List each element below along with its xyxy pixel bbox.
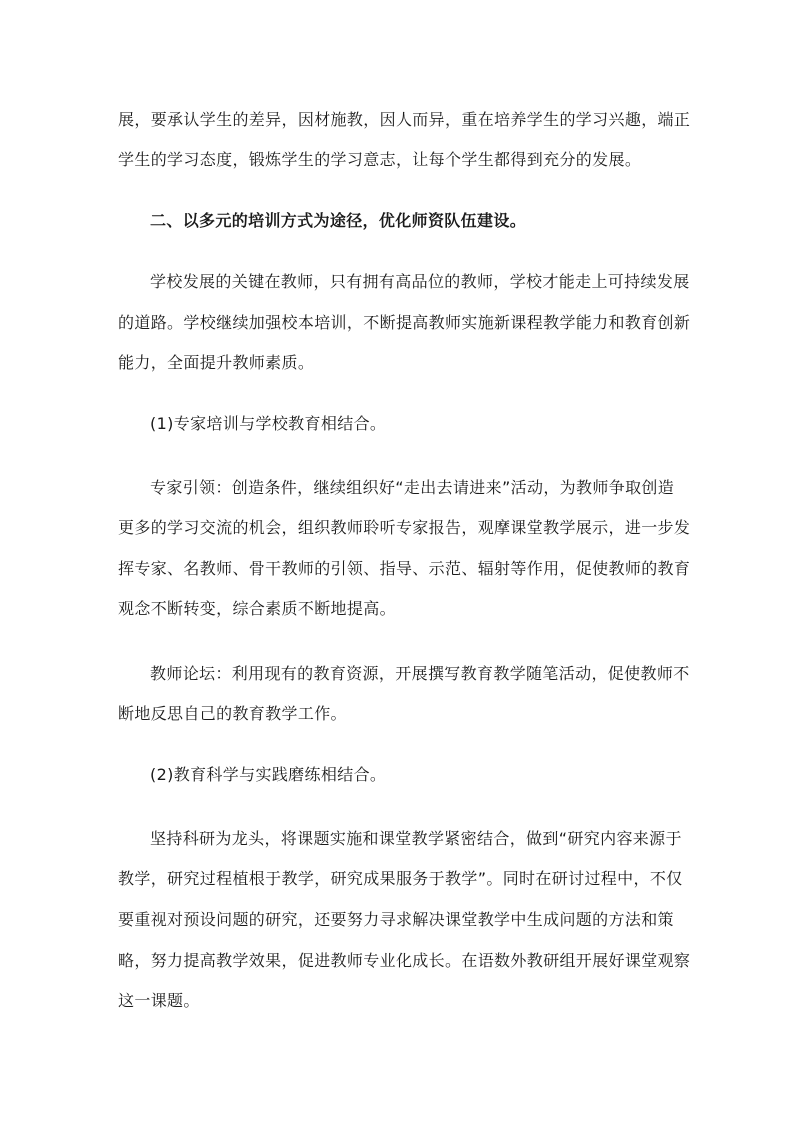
text-line: 学校发展的关键在教师，只有拥有高品位的教师，学校才能走上可持续发展	[150, 272, 690, 291]
text-line: 的道路。学校继续加强校本培训，不断提高教师实施新课程教学能力和教育创新	[118, 313, 691, 332]
text-line: 能力，全面提升教师素质。	[118, 353, 315, 372]
text-line: 专家引领：创造条件，继续组织好“走出去请进来”活动，为教师争取创造	[150, 478, 675, 497]
text-line: 观念不断转变，综合素质不断地提高。	[118, 599, 396, 618]
text-line: 要重视对预设问题的研究，还要努力寻求解决课堂教学中生成问题的方法和策	[118, 910, 674, 929]
text-line: 断地反思自己的教育教学工作。	[118, 704, 347, 723]
text-line: 坚持科研为龙头，将课题实施和课堂教学紧密结合，做到“研究内容来源于	[150, 829, 682, 848]
text-line: 更多的学习交流的机会，组织教师聆听专家报告，观摩课堂教学展示，进一步发	[118, 518, 691, 537]
text-line: 展，要承认学生的差异，因材施教，因人而异，重在培养学生的学习兴趣，端正	[118, 110, 691, 129]
text-line: 这一课题。	[118, 991, 200, 1010]
text-line: 教学，研究过程植根于教学，研究成果服务于教学”。同时在研讨过程中，不仅	[118, 869, 683, 888]
subheading: (1)专家培训与学校教育相结合。	[150, 414, 387, 433]
section-heading: 二、以多元的培训方式为途径，优化师资队伍建设。	[150, 211, 527, 230]
subheading: (2)教育科学与实践磨练相结合。	[150, 765, 387, 784]
text-line: 挥专家、名教师、骨干教师的引领、指导、示范、辐射等作用，促使教师的教育	[118, 559, 691, 578]
text-line: 教师论坛：利用现有的教育资源，开展撰写教育教学随笔活动，促使教师不	[150, 664, 690, 683]
text-line: 学生的学习态度，锻炼学生的学习意志，让每个学生都得到充分的发展。	[118, 150, 642, 169]
text-line: 略，努力提高教学效果，促进教师专业化成长。在语数外教研组开展好课堂观察	[118, 951, 691, 970]
